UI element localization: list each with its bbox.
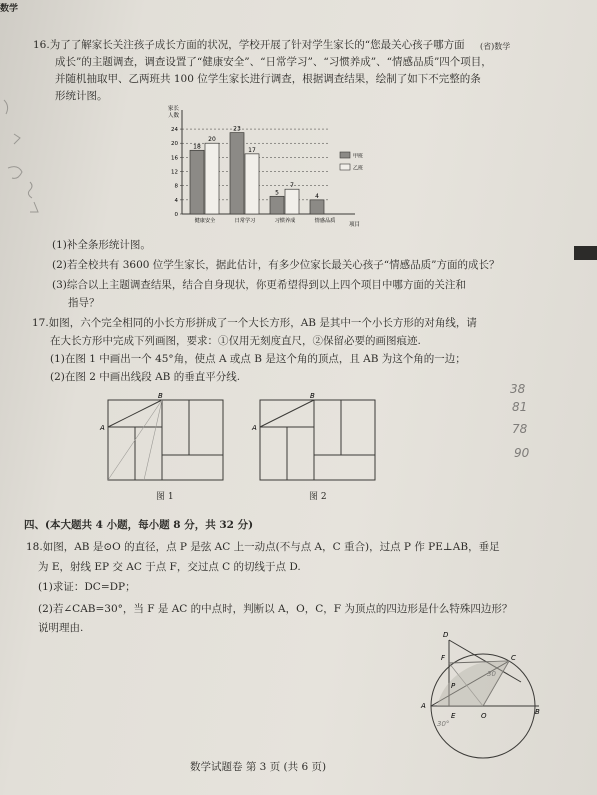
bar <box>285 189 299 214</box>
handwritten-number: 38 <box>510 382 526 396</box>
fig1-label-b: B <box>158 392 163 400</box>
bar-value-label: 4 <box>315 192 319 200</box>
y-axis-title: 家长 <box>168 106 180 112</box>
q16-part-3: (3)综合以上主题调查结果，结合自身现状，你更希望得到以上四个项目中哪方面的关注和 <box>52 279 466 291</box>
fig2-caption: 图 2 <box>309 492 327 502</box>
page-edge-mark <box>574 246 597 260</box>
margin-pencil-marks <box>0 90 50 240</box>
bar <box>245 154 259 214</box>
q18-line-1: 18.如图，AB 是⊙O 的直径，点 P 是弦 AC 上一动点(不与点 A，C 重合)，过点 P 作 PE⊥AB，垂足 <box>26 541 500 553</box>
q17-line-1: 17.如图，六个完全相同的小长方形拼成了一个大长方形，AB 是其中一个小长方形的对角线，请 <box>32 317 477 329</box>
bar <box>230 133 244 214</box>
bar-value-label: 18 <box>193 143 201 151</box>
bar <box>310 200 324 214</box>
q16-line-2: 成长”的主题调查，调查设置了“健康安全”、“日常学习”、“习惯养成”、“情感品质”四个项目， <box>55 56 492 68</box>
x-tick-label: 情感品质 <box>314 218 336 224</box>
y-axis-title: 人数 <box>168 113 180 119</box>
q18-line-3: (1)求证：DC=DP； <box>38 581 136 593</box>
q16-part-3-cont: 指导？ <box>68 297 100 309</box>
label-f: F <box>441 654 446 662</box>
q16-part-2: (2)若全校共有 3600 位学生家长，据此估计，有多少位家长最关心孩子“情感品质”方面的成长？ <box>52 259 500 271</box>
q16-line-4: 形统计图。 <box>55 90 108 102</box>
legend-label: 甲班 <box>353 153 364 160</box>
hand-mark: 30° <box>437 720 450 728</box>
legend-label: 乙班 <box>353 165 364 172</box>
y-tick-label: 12 <box>171 169 178 176</box>
fig2-label-b: B <box>310 392 315 400</box>
q17-line-4: (2)在图 2 中画出线段 AB 的垂直平分线. <box>50 371 241 383</box>
q18-line-2: 为 E，射线 EP 交 AC 于点 F，交过点 C 的切线于点 D. <box>38 561 301 573</box>
handwritten-number: 78 <box>512 422 528 436</box>
q16-part-1: (1)补全条形统计图。 <box>52 239 151 251</box>
label-c: C <box>511 654 516 662</box>
y-tick-label: 8 <box>174 183 178 190</box>
y-tick-label: 16 <box>171 155 178 162</box>
label-b: B <box>535 708 540 716</box>
bar-value-label: 5 <box>275 189 279 197</box>
x-tick-label: 日常学习 <box>234 218 256 224</box>
page-header-right: (省)数学 <box>480 42 511 51</box>
q17-line-3: (1)在图 1 中画出一个 45°角，使点 A 或点 B 是这个角的顶点，且 AB 为这个角的一边； <box>50 353 466 365</box>
q16-bar-chart <box>160 104 385 232</box>
y-tick-label: 20 <box>171 141 178 148</box>
section-4-title: 四、(本大题共 4 小题，每小题 8 分，共 32 分) <box>24 519 254 531</box>
q18-line-4: (2)若∠CAB=30°，当 F 是 AC 的中点时，判断以 A，O，C，F 为顶点的四边形是什么特殊四边形？ <box>38 603 513 615</box>
label-o: O <box>481 712 487 720</box>
subject-tag: 数学 <box>0 4 19 14</box>
q16-line-1: 16.为了了解家长关注孩子成长方面的状况，学校开展了针对学生家长的“您最关心孩子哪方面 <box>33 39 465 51</box>
bar-value-label: 17 <box>248 146 256 154</box>
q18-line-5: 说明理由. <box>38 622 84 634</box>
x-axis-title: 项目 <box>349 222 361 228</box>
x-tick-label: 习惯养成 <box>274 218 296 224</box>
bar <box>270 196 284 214</box>
q18-circle-figure <box>415 628 550 763</box>
x-tick-label: 健康安全 <box>194 218 216 224</box>
q16-line-3: 并随机抽取甲、乙两班共 100 位学生家长进行调查，根据调查结果，绘制了如下不完整的条 <box>55 73 481 85</box>
q17-figure-1 <box>98 390 228 490</box>
q17-figure-2 <box>250 390 380 490</box>
bar-value-label: 7 <box>290 182 294 190</box>
y-tick-label: 24 <box>171 127 178 134</box>
bar-value-label: 23 <box>233 125 241 133</box>
q17-line-2: 在大长方形中完成下列画图，要求：①仅用无刻度直尺，②保留必要的画图痕迹. <box>50 335 421 347</box>
bar-value-label: 20 <box>208 136 216 144</box>
bar <box>205 143 219 214</box>
page-footer: 数学试题卷 第 3 页 (共 6 页) <box>190 761 327 773</box>
label-d: D <box>443 631 449 639</box>
fig1-label-a: A <box>100 424 105 432</box>
fig1-caption: 图 1 <box>156 492 174 502</box>
bar <box>190 150 204 214</box>
label-e: E <box>451 712 456 720</box>
fig2-label-a: A <box>252 424 257 432</box>
y-tick-label: 4 <box>174 197 178 204</box>
handwritten-number: 90 <box>514 446 530 460</box>
handwritten-number: 81 <box>512 400 528 414</box>
y-tick-label: 0 <box>174 212 178 218</box>
legend-swatch <box>340 164 350 170</box>
legend-swatch <box>340 152 350 158</box>
hand-mark: 30 <box>487 670 496 678</box>
label-p: P <box>451 682 456 690</box>
label-a: A <box>421 702 426 710</box>
